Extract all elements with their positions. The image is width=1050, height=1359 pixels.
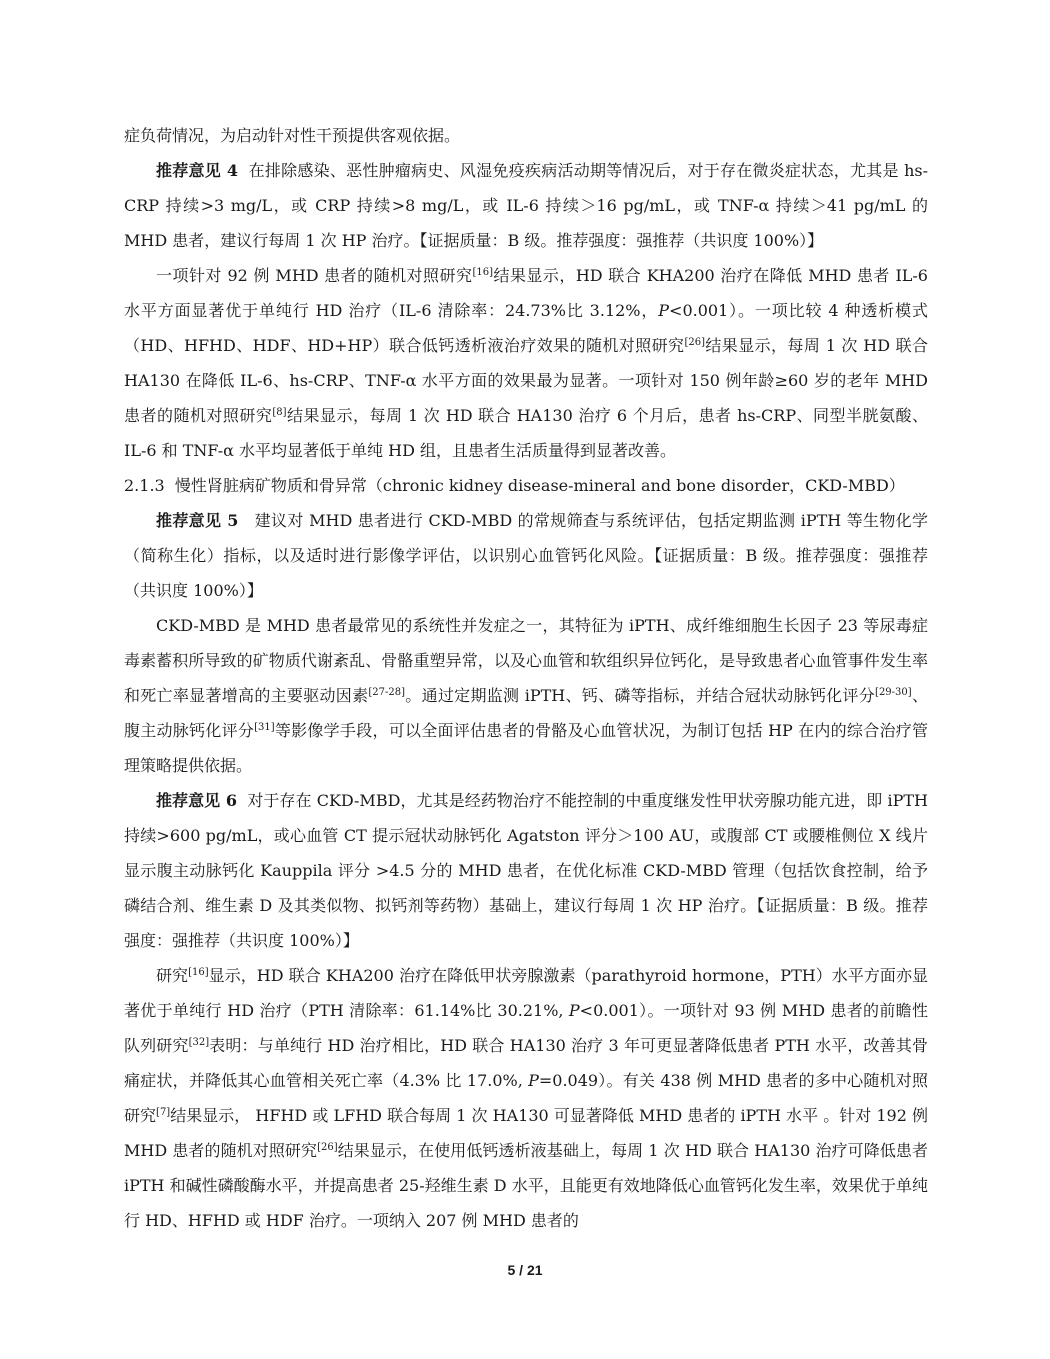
- text-run: 结果显示，在使用低钙透析液基础上，每周 1 次 HD 联合 HA130 治疗可降低患者 iPTH 和碱性磷酸酶水平，并提高患者 25-羟维生素 D 水平，且能更有效地降低心血管钙化发生率，效果优于单纯行 HD、HFHD 或 HDF 治疗。一项纳入 207 例 MHD 患者的: [124, 1141, 928, 1230]
- section-title: 慢性肾脏病矿物质和骨异常（chronic kidney disease-mineral and bone disorder，CKD-MBD）: [174, 476, 905, 495]
- recommendation-label: 推荐意见 5: [156, 511, 239, 530]
- paragraph-continued: 症负荷情况，为启动针对性干预提供客观依据。: [124, 126, 461, 145]
- text-run: 结果显示，每周 1 次 HD 联合 HA130 治疗 6 个月后，患者 hs-CRP、同型半胱氨酸、IL-6 和 TNF-α 水平均显著低于单纯 HD 组，且患者生活质量得到显著改善。: [124, 406, 928, 460]
- recommendation-5: [124, 503, 928, 608]
- section-heading: [124, 468, 928, 503]
- citation: [8]: [272, 407, 287, 418]
- p-value-symbol: P: [568, 1001, 580, 1020]
- p-value-symbol: P: [658, 301, 670, 320]
- page-number: 5 / 21: [507, 1262, 543, 1278]
- recommendation-4: [124, 153, 928, 258]
- p-value-symbol: P: [528, 1071, 539, 1090]
- text-run: <0.001）。一项针对 93 例 MHD 患者的前瞻性队列研究: [124, 1001, 928, 1055]
- text-run: 表明：与单纯行 HD 治疗相比，HD 联合 HA130 治疗 3 年可更显著降低患者 PTH 水平，改善其骨痛症状，并降低其心血管相关死亡率（4.3% 比 17.0%,: [124, 1036, 928, 1090]
- citation: [32]: [188, 1037, 210, 1048]
- citation: [7]: [156, 1107, 171, 1118]
- text-run: <0.001）。一项比较 4 种透析模式（HD、HFHD、HDF、HD+HP）联合低钙透析液治疗效果的随机对照研究: [124, 301, 928, 355]
- section-number: 2.1.3: [124, 476, 165, 495]
- text-run: 显示，HD 联合 KHA200 治疗在降低甲状旁腺激素（parathyroid hormone，PTH）水平方面亦显著优于单纯行 HD 治疗（PTH 清除率：61.14%比 30.21%,: [124, 966, 928, 1020]
- citation: [16]: [472, 267, 493, 278]
- citation: [27-28]: [368, 687, 406, 698]
- recommendation-text: 在排除感染、恶性肿瘤病史、风湿免疫疾病活动期等情况后，对于存在微炎症状态，尤其是 hs-CRP 持续>3 mg/L，或 CRP 持续>8 mg/L，或 IL-6 持续＞16 pg/mL，或 TNF-α 持续＞41 pg/mL 的 MHD 患者，建议行每周 1 次 HP 治疗。【证据质量：B 级。推荐强度：强推荐（共识度 100%）】: [124, 161, 928, 250]
- text-run: 、腹主动脉钙化评分: [124, 686, 928, 740]
- citation: [16]: [188, 967, 209, 978]
- citation: [29-30]: [875, 687, 912, 698]
- text-run: 。通过定期监测 iPTH、钙、磷等指标，并结合冠状动脉钙化评分: [405, 686, 876, 705]
- text-run: 结果显示，HD 联合 KHA200 治疗在降低 MHD 患者 IL-6 水平方面显著优于单纯行 HD 治疗（IL-6 清除率：24.73%比 3.12%，: [124, 266, 928, 320]
- citation: [31]: [254, 722, 275, 733]
- text-run: CKD-MBD 是 MHD 患者最常见的系统性并发症之一，其特征为 iPTH、成纤维细胞生长因子 23 等尿毒症毒素蓄积所导致的矿物质代谢紊乱、骨骼重塑异常，以及心血管和软组织异位钙化，是导致患者心血管事件发生率和死亡率显著增高的主要驱动因素: [124, 616, 928, 705]
- document-body: [124, 118, 928, 1238]
- recommendation-text: 建议对 MHD 患者进行 CKD-MBD 的常规筛查与系统评估，包括定期监测 iPTH 等生物化学（简称生化）指标，以及适时进行影像学评估，以识别心血管钙化风险。【证据质量：B 级。推荐强度：强推荐（共识度 100%）】: [124, 511, 928, 600]
- evidence-paragraph-pth: [124, 958, 928, 1238]
- text-run: 结果显示， HFHD 或 LFHD 联合每周 1 次 HA130 可显著降低 MHD 患者的 iPTH 水平 。针对 192 例 MHD 患者的随机对照研究: [124, 1106, 928, 1160]
- citation: [26]: [684, 337, 705, 348]
- text-run: 结果显示，每周 1 次 HD 联合 HA130 在降低 IL-6、hs-CRP、TNF-α 水平方面的效果最为显著。一项针对 150 例年龄≥60 岁的老年 MHD 患者的随机对照研究: [124, 336, 928, 425]
- recommendation-label: 推荐意见 6: [156, 791, 238, 810]
- evidence-paragraph-inflammation: [124, 258, 928, 468]
- recommendation-6: [124, 783, 928, 958]
- text-run: 一项针对 92 例 MHD 患者的随机对照研究: [156, 266, 473, 285]
- recommendation-text: 对于存在 CKD-MBD，尤其是经药物治疗不能控制的中重度继发性甲状旁腺功能亢进，即 iPTH 持续>600 pg/mL，或心血管 CT 提示冠状动脉钙化 Agatston 评分＞100 AU，或腹部 CT 或腰椎侧位 X 线片显示腹主动脉钙化 Kauppila 评分 >4.5 分的 MHD 患者，在优化标准 CKD-MBD 管理（包括饮食控制，给予磷结合剂、维生素 D 及其类似物、拟钙剂等药物）基础上，建议行每周 1 次 HP 治疗。【证据质量：B 级。推荐强度：强推荐（共识度 100%）】: [124, 791, 928, 950]
- evidence-paragraph-ckd-mbd: [124, 608, 928, 783]
- text-run: 研究: [156, 966, 189, 985]
- text-run: =0.049）。有关 438 例 MHD 患者的多中心随机对照研究: [124, 1071, 929, 1125]
- recommendation-label: 推荐意见 4: [156, 161, 238, 180]
- citation: [26]: [317, 1142, 338, 1153]
- text-run: 等影像学手段，可以全面评估患者的骨骼及心血管状况，为制订包括 HP 在内的综合治疗管理策略提供依据。: [124, 721, 928, 775]
